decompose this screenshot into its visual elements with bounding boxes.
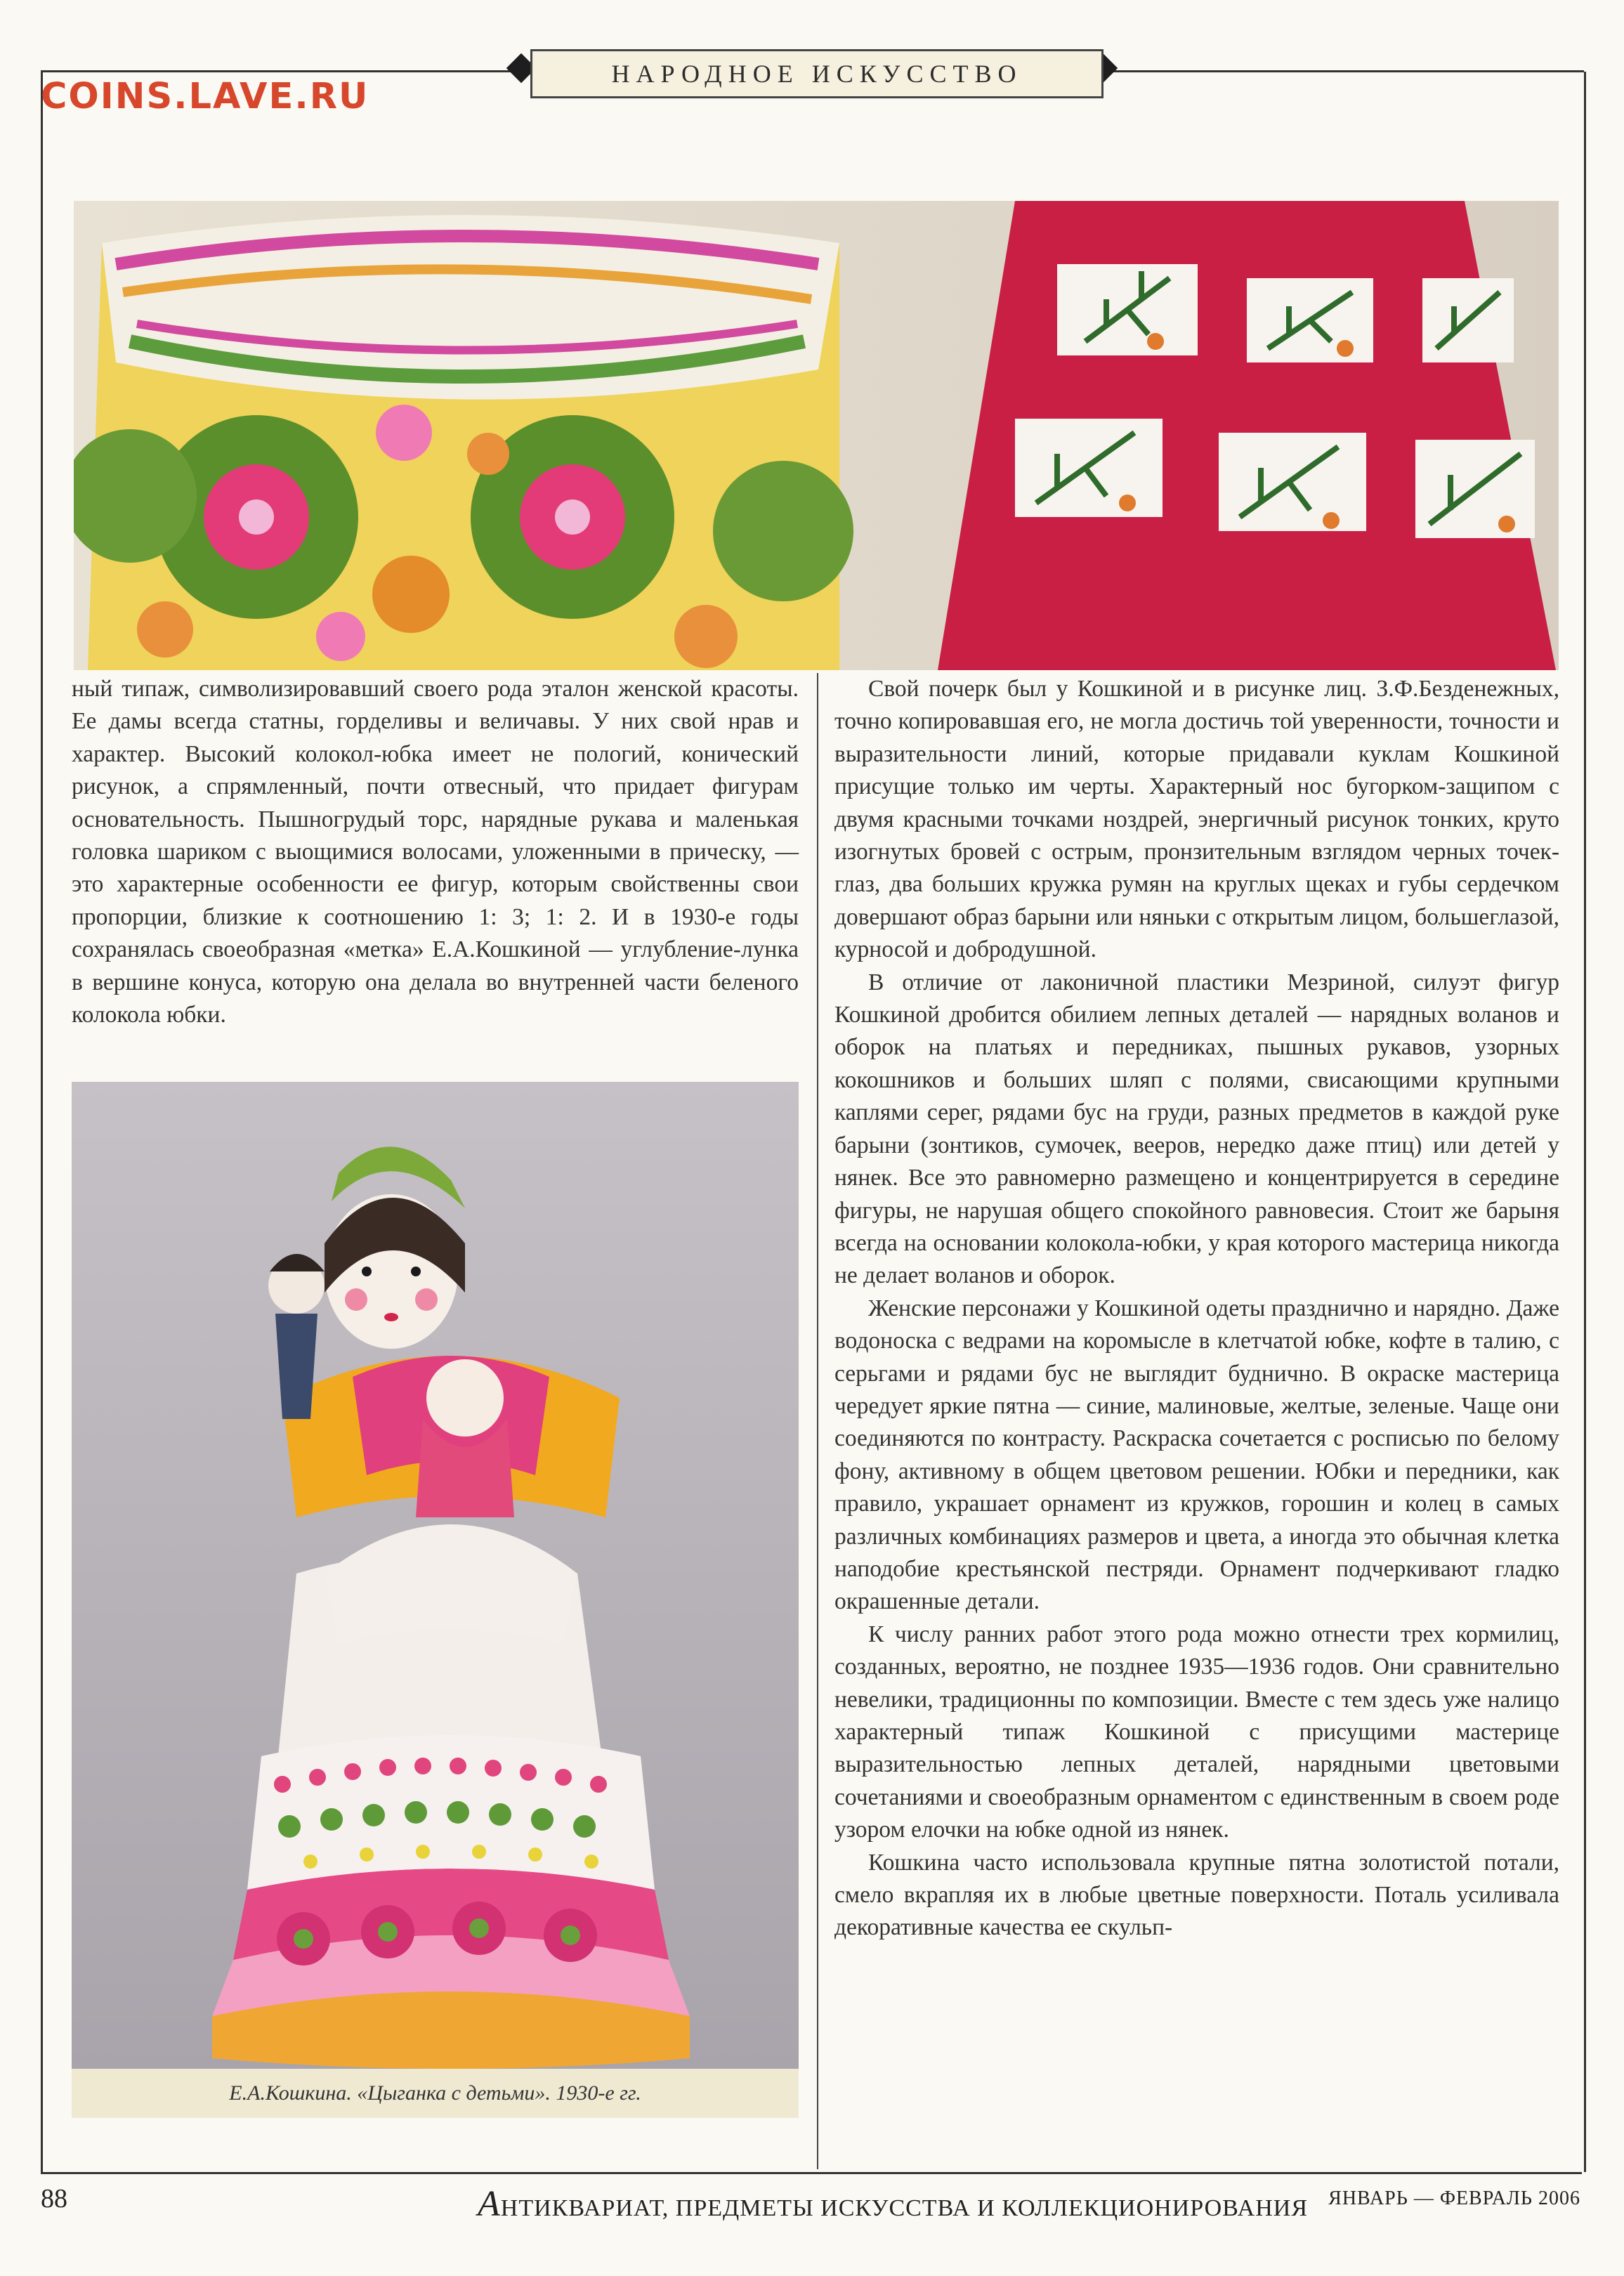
header-rule-right [1099, 70, 1584, 72]
column-divider [817, 673, 818, 2169]
page-number: 88 [41, 2184, 67, 2213]
section-title: НАРОДНОЕ ИСКУССТВО [611, 60, 1023, 88]
section-header [530, 49, 1104, 98]
issue-date: ЯНВАРЬ — ФЕВРАЛЬ 2006 [1328, 2187, 1580, 2209]
paragraph: В отличие от лаконичной пластики Мезриной, силуэт фигур Кошкиной дробится обилием лепных деталей — нарядных воланов и оборок на платьях и передниках, пышных рукавов, узорных кокошников и больших шляп с полями, свисающими крупными каплями серег, рядами бус на груди, разных предметов в каждой руке барыни (зонтиков, сумочек, вееров, нередко даже птиц) или детей у нянек. Все это равномерно размещено и концентрируется в середине фигуры, не нарушая общего спокойного равновесия. Стоит же барыня всегда на основании колокола-юбки, у края которого мастерица никогда не делает воланов и оборок. [834, 969, 1559, 1289]
right-column [834, 673, 1559, 1944]
magazine-initial: А [478, 2184, 501, 2224]
photo-caption [72, 2069, 799, 2118]
watermark: COINS.LAVE.RU [41, 76, 369, 117]
paragraph: К числу ранних работ этого рода можно отнести трех кормилиц, созданных, вероятно, не позднее 1935—1936 годов. Они сравнительно невелики, традиционны по композиции. Вместе с тем здесь уже налицо характерный типаж Кошкиной с присущими мастерице выразительностью лепных деталей, нарядными цветовыми сочетаниями и своеобразным орнаментом с единственным в своем роде узором елочки на юбке одной из нянек. [834, 1621, 1559, 1843]
footer-rule [41, 2172, 1582, 2174]
top-photo [74, 201, 1559, 670]
magazine-title-rest: НТИКВАРИАТ, ПРЕДМЕТЫ ИСКУССТВА И КОЛЛЕКЦИОНИРОВАНИЯ [500, 2195, 1308, 2221]
paragraph: Женские персонажи у Кошкиной одеты празднично и нарядно. Даже водоноска с ведрами на коромысле в клетчатой юбке, кофте в талию, с серьгами и рядами бус не выглядит буднично. В окраске мастерица чередует яркие пятна — синие, малиновые, желтые, зеленые. Чаще они соединяются по контрасту. Раскраска сочетается с росписью по белому фону, активному в общем цветовом решении. Юбки и передники, как правило, украшает орнамент из кружков, горошин и колец в самых различных комбинациях размеров и цвета, а иногда это обычная клетка наподобие крестьянской пестряди. Орнамент подчеркивают гладко окрашенные детали. [834, 1295, 1559, 1615]
paragraph: ный типаж, символизировавший своего рода эталон женской красоты. Ее дамы всегда статны, горделивы и величавы. У них свой нрав и характер. Высокий колокол-юбка имеет не пологий, конический рисунок, а спрямленный, почти отвесный, что придает фигурам основательность. Пышногрудый торс, нарядные рукава и маленькая головка шариком с выощимися волосами, уложенными в прическу, — это характерные особенности ее фигур, которым свойственны свои пропорции, близкие к соотношению 1: 3; 1: 2. И в 1930-е годы сохранялась своеобразная «метка» Е.А.Кошкиной — углубление-лунка в вершине конуса, которую она делала во внутренней части беленого колокола юбки. [72, 676, 799, 1028]
left-column [72, 673, 799, 1031]
paragraph: Свой почерк был у Кошкиной и в рисунке лиц. З.Ф.Безденежных, точно копировавшая его, не могла достичь той уверенности, точности и выразительности линий, которые придавали куклам Кошкиной присущие только им черты. Характерный нос бугорком-защипом с двумя красными точками ноздрей, энергичный рисунок тонких, круто изогнутых бровей с острым, пронзительным взглядом черных точек-глаз, два больших кружка румян на круглых щеках и губы сердечком довершают образ барыни или няньки с открытым лицом, большеглазой, курносой и добродушной. [834, 676, 1559, 963]
magazine-title [478, 2183, 1308, 2225]
figurine-photo [72, 1082, 799, 2069]
paragraph: Кошкина часто использовала крупные пятна золотистой потали, смело вкрапляя их в любые цветные поверхности. Поталь усиливала декоративные качества ее скульп- [834, 1849, 1559, 1941]
header-rule-left [41, 70, 530, 72]
caption-text: Е.А.Кошкина. «Цыганка с детьми». 1930-е гг. [229, 2081, 641, 2105]
